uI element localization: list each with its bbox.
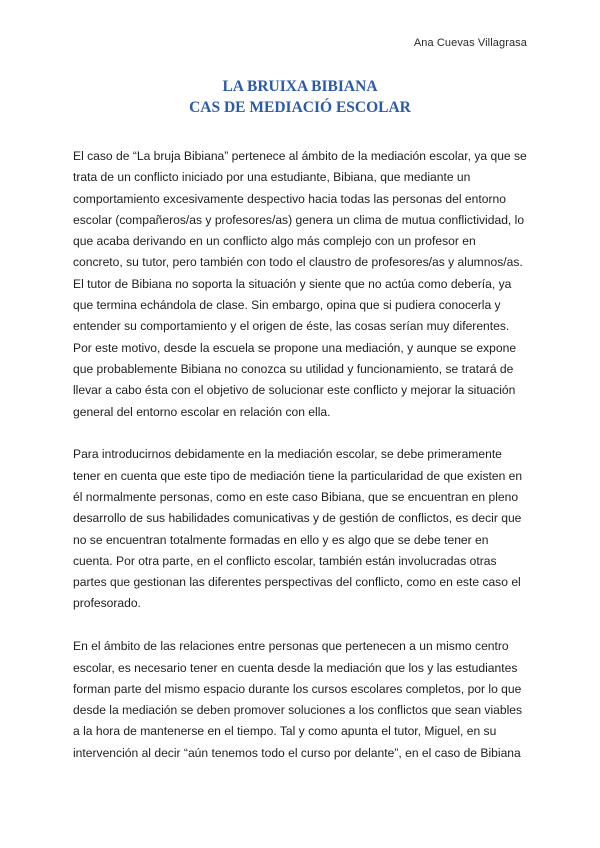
header-author: Ana Cuevas Villagrasa	[413, 37, 527, 49]
paragraph-line: que acaba derivando en un conflicto algo más complejo con un profesor en	[73, 234, 476, 249]
document-title	[0, 76, 600, 118]
paragraph-line: trata de un conflicto iniciado por una estudiante, Bibiana, que mediante un	[73, 170, 471, 185]
paragraph-line: él normalmente personas, como en este caso Bibiana, que se encuentran en pleno	[73, 489, 519, 504]
paragraph-line: escolar (compañeros/as y profesores/as) genera un clima de mutua conflictividad, lo	[73, 212, 525, 227]
title-line-1: LA BRUIXA BIBIANA	[222, 78, 378, 95]
paragraph-line: intervención al decir “aún tenemos todo el curso por delante”, en el caso de Bibiana	[73, 745, 521, 760]
paragraph-line: desde la mediación se deben promover soluciones a los conflictos que sean viables	[73, 703, 523, 718]
paragraph	[73, 636, 533, 764]
paragraph-line: no se encuentran totalmente formadas en ello y es algo que se debe tener en	[73, 532, 489, 547]
paragraph-line: a la hora de mantenerse en el tiempo. Tal y como apunta el tutor, Miguel, en su	[73, 724, 497, 739]
paragraph	[73, 444, 533, 614]
paragraph-line: Para introducirnos debidamente en la mediación escolar, se debe primeramente	[73, 447, 502, 462]
paragraph-line: que probablemente Bibiana no conozca su utilidad y funcionamiento, se tratará de	[73, 361, 514, 376]
body-text	[73, 146, 533, 786]
paragraph-line: general del entorno escolar en relación con ella.	[73, 404, 331, 419]
title-line-2: CAS DE MEDIACIÓ ESCOLAR	[189, 99, 411, 116]
paragraph-line: concreto, su tutor, pero también con todo el claustro de profesores/as y alumnos/as.	[73, 255, 523, 270]
paragraph-line: escolar, es necesario tener en cuenta desde la mediación que los y las estudiantes	[73, 660, 518, 675]
paragraph-line: llevar a cabo ésta con el objetivo de solucionar este conflicto y mejorar la situación	[73, 383, 516, 398]
paragraph-line: En el ámbito de las relaciones entre personas que pertenecen a un mismo centro	[73, 639, 509, 654]
paragraph-line: tener en cuenta que este tipo de mediación tiene la particularidad de que existen en	[73, 468, 523, 483]
paragraph	[73, 146, 533, 423]
paragraph-line: forman parte del mismo espacio durante los cursos escolares completos, por lo que	[73, 681, 522, 696]
paragraph-line: entender su comportamiento y el origen de éste, las cosas serían muy diferentes.	[73, 319, 510, 334]
paragraph-line: partes que gestionan las diferentes perspectivas del conflicto, como en este caso el	[73, 575, 521, 590]
paragraph-line: El tutor de Bibiana no soporta la situación y siente que no actúa como debería, ya	[73, 276, 512, 291]
paragraph-line: desarrollo de sus habilidades comunicativas y de gestión de conflictos, es decir que	[73, 511, 522, 526]
paragraph-line: que termina echándola de clase. Sin embargo, opina que si pudiera conocerla y	[73, 298, 501, 313]
paragraph-line: profesorado.	[73, 596, 141, 611]
paragraph-line: cuenta. Por otra parte, en el conflicto escolar, también están involucradas otras	[73, 553, 497, 568]
paragraph-line: Por este motivo, desde la escuela se propone una mediación, y aunque se expone	[73, 340, 517, 355]
paragraph-line: El caso de “La bruja Bibiana” pertenece al ámbito de la mediación escolar, ya que se	[73, 149, 527, 163]
paragraph-line: comportamiento excesivamente despectivo hacia todas las personas del entorno	[73, 191, 506, 206]
